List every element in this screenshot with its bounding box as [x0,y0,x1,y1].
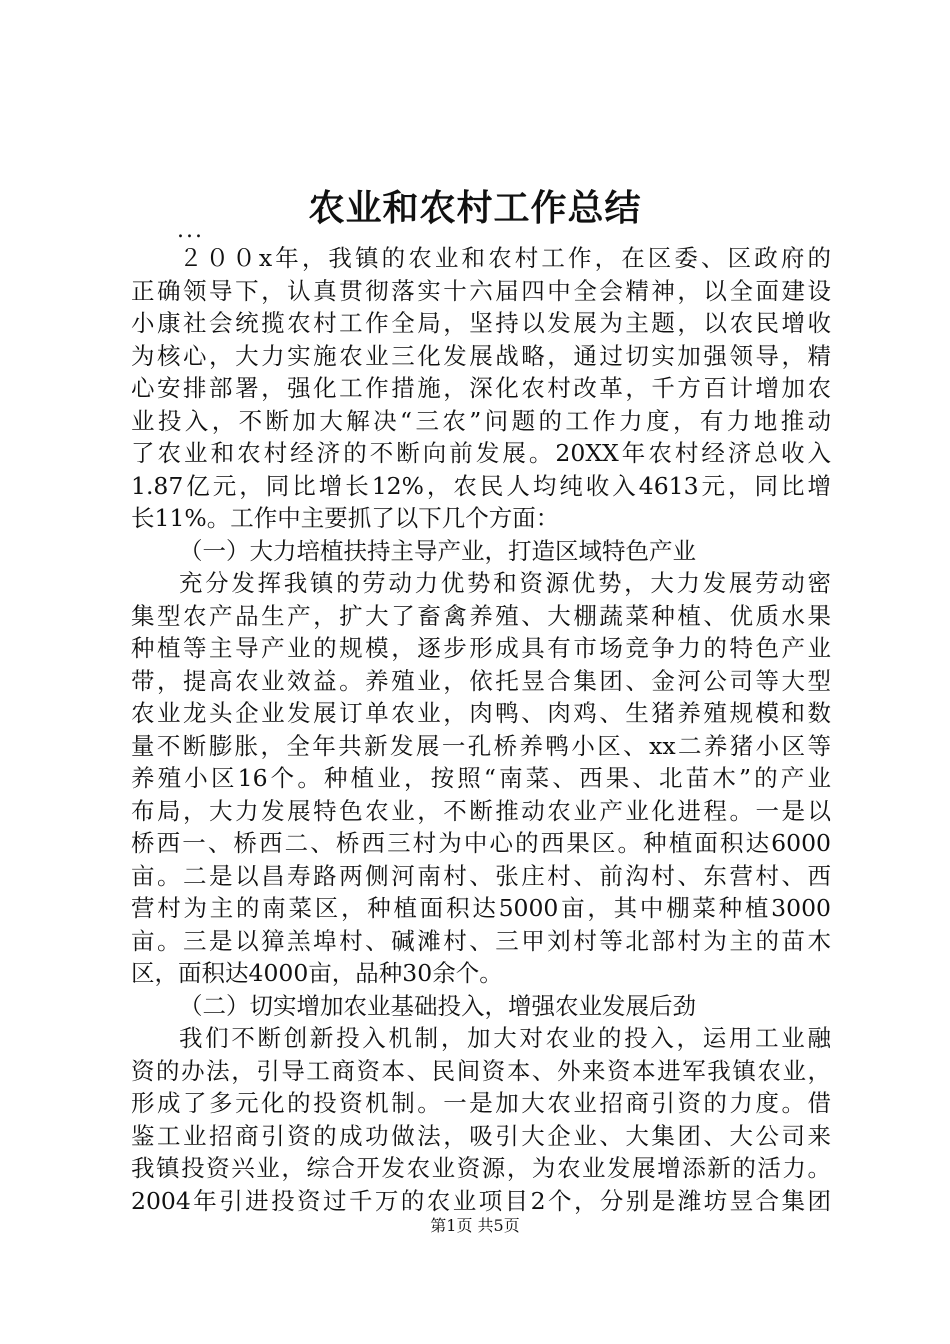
section-heading: （一）大力培植扶持主导产业，打造区域特色产业 [179,536,696,565]
body-line: 集型农产品生产，扩大了畜禽养殖、大棚蔬菜种植、优质水果 [131,601,831,630]
body-line: 小康社会统揽农村工作全局，坚持以发展为主题，以农民增收 [131,309,831,337]
body-line: 长11%。工作中主要抓了以下几个方面： [131,504,560,532]
document-body [131,242,831,1217]
body-line: 我镇投资兴业，综合开发农业资源，为农业发展增添新的活力。 [131,1154,831,1182]
body-line: 1.87亿元，同比增长12%，农民人均纯收入4613元，同比增 [131,471,831,500]
body-line: 形成了多元化的投资机制。一是加大农业招商引资的力度。借 [131,1089,831,1117]
body-line: 带，提高农业效益。养殖业，依托昱合集团、金河公司等大型 [131,666,831,695]
body-line: 心安排部署，强化工作措施，深化农村改革，千方百计增加农 [131,374,831,402]
body-line: ２００x年，我镇的农业和农村工作，在区委、区政府的 [179,244,831,272]
section-heading: （二）切实增加农业基础投入，增强农业发展后劲 [179,991,696,1020]
page-footer: 第1页 共5页 [430,1216,520,1235]
body-line: 营村为主的南菜区，种植面积达5000亩，其中棚菜种植3000 [131,894,831,922]
body-line: 2004年引进投资过千万的农业项目2个，分别是潍坊昱合集团 [131,1186,831,1215]
body-line: 了农业和农村经济的不断向前发展。20XX年农村经济总收入 [131,439,831,467]
body-line: 正确领导下，认真贯彻落实十六届四中全会精神，以全面建设 [131,276,831,305]
body-line: 布局，大力发展特色农业，不断推动农业产业化进程。一是以 [131,796,831,825]
body-line: 桥西一、桥西二、桥西三村为中心的西果区。种植面积达6000 [131,829,831,857]
body-line: 量不断膨胀，全年共新发展一孔桥养鸭小区、xx二养猪小区等 [131,731,831,760]
body-line: 充分发挥我镇的劳动力优势和资源优势，大力发展劳动密 [179,569,831,597]
body-line: 我们不断创新投入机制，加大对农业的投入，运用工业融 [179,1024,831,1052]
body-line: 亩。二是以昌寿路两侧河南村、张庄村、前沟村、东营村、西 [131,861,831,890]
document-title: 农业和农村工作总结 [308,187,642,229]
body-line: 区，面积达4000亩，品种30余个。 [131,959,503,987]
ellipsis-marker: ... [177,218,204,243]
body-line: 业投入，不断加大解决“三农”问题的工作力度，有力地推动 [131,406,831,435]
body-line: 资的办法，引导工商资本、民间资本、外来资本进军我镇农业， [131,1056,831,1085]
body-line: 为核心，大力实施农业三化发展战略，通过切实加强领导，精 [131,341,831,370]
body-line: 种植等主导产业的规模，逐步形成具有市场竞争力的特色产业 [131,634,831,662]
body-line: 农业龙头企业发展订单农业，肉鸭、肉鸡、生猪养殖规模和数 [131,699,831,727]
body-line: 亩。三是以獐羔埠村、碱滩村、三甲刘村等北部村为主的苗木 [131,926,831,955]
body-line: 鉴工业招商引资的成功做法，吸引大企业、大集团、大公司来 [131,1121,831,1150]
body-line: 养殖小区16个。种植业，按照“南菜、西果、北苗木”的产业 [131,764,831,792]
